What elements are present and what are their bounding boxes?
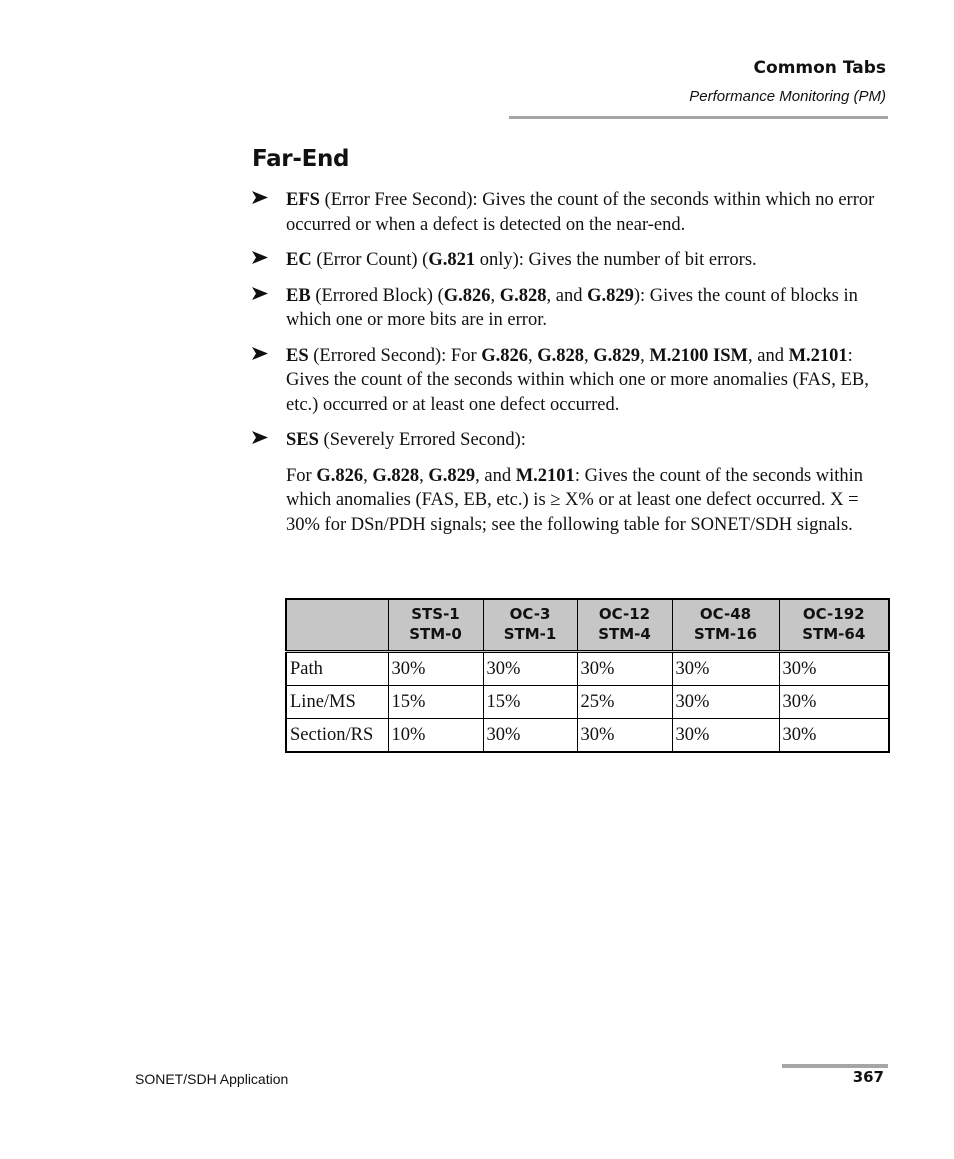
table-cell: 30%	[779, 719, 889, 753]
standard-ref: G.828	[372, 465, 420, 486]
bullet-es	[286, 344, 890, 418]
page-number: 367	[852, 1068, 884, 1086]
row-label: Line/MS	[286, 686, 388, 719]
term-efs: EFS	[286, 190, 320, 210]
table-cell: 30%	[672, 652, 779, 686]
bullet-eb	[286, 284, 890, 333]
arrowhead-bullet-icon	[252, 431, 268, 444]
arrowhead-bullet-icon	[252, 251, 268, 264]
ses-detail-part: For	[286, 465, 317, 486]
standard-ref: G.826	[316, 465, 364, 486]
standard-ref: M.2101	[515, 465, 575, 486]
footer-section-name: SONET/SDH Application	[135, 1071, 289, 1087]
desc-efs: (Error Free Second): Gives the count of the seconds within which no error occurred or when a defect is detected on the near-end.	[286, 190, 875, 235]
term-es: ES	[286, 345, 309, 366]
standard-ref: G.829	[593, 345, 641, 366]
header-rule	[509, 116, 888, 119]
separator: , and	[747, 345, 789, 366]
bullet-efs	[286, 188, 890, 237]
table-cell: 30%	[577, 719, 672, 753]
column-header: STS-1 STM-0	[388, 599, 483, 652]
separator: ,	[490, 285, 500, 306]
table-cell: 30%	[779, 652, 889, 686]
term-ec: EC	[286, 250, 312, 270]
ses-detail-paragraph	[286, 464, 890, 538]
table-cell: 10%	[388, 719, 483, 753]
table-row	[286, 686, 889, 719]
separator: ,	[419, 465, 429, 486]
row-label: Section/RS	[286, 719, 388, 753]
header-subtitle: Performance Monitoring (PM)	[689, 88, 886, 105]
term-eb: EB	[286, 285, 311, 306]
standard-ref: G.829	[587, 285, 634, 306]
desc-es-part: (Errored Second): For	[308, 345, 482, 366]
arrowhead-bullet-icon	[252, 287, 268, 300]
table-cell: 30%	[672, 686, 779, 719]
arrowhead-bullet-icon	[252, 191, 268, 204]
table-cell: 15%	[388, 686, 483, 719]
standard-ref: G.828	[537, 345, 585, 366]
ses-detail-part: : Gives the count of the seconds within which anomalies (FAS, EB, etc.) is ≥ X% or at least one defect occurred. X = 30% for DSn/PDH signals; see the following table for SONET/SDH signals.	[286, 465, 864, 535]
separator: , and	[475, 465, 516, 486]
table-header-row	[286, 599, 889, 652]
desc-ses: (Severely Errored Second):	[318, 430, 526, 450]
desc-eb-part: ): Gives the count of blocks in which one or more bits are in error.	[286, 285, 858, 330]
bullet-list	[286, 188, 890, 548]
standard-ref: G.821	[428, 250, 476, 270]
standard-ref: M.2100 ISM	[649, 345, 748, 366]
table-cell: 30%	[577, 652, 672, 686]
desc-ec-part: (Error Count) (	[311, 250, 429, 270]
desc-eb-part: (Errored Block) (	[310, 285, 444, 306]
standard-ref: G.829	[428, 465, 476, 486]
separator: ,	[640, 345, 650, 366]
table-cell: 25%	[577, 686, 672, 719]
column-header: OC-3 STM-1	[483, 599, 577, 652]
table-cell: 15%	[483, 686, 577, 719]
separator: ,	[584, 345, 594, 366]
table-cell: 30%	[672, 719, 779, 753]
arrowhead-bullet-icon	[252, 347, 268, 360]
column-header: OC-192 STM-64	[779, 599, 889, 652]
row-label: Path	[286, 652, 388, 686]
table-cell: 30%	[483, 652, 577, 686]
standard-ref: G.828	[499, 285, 547, 306]
table-cell: 30%	[779, 686, 889, 719]
section-heading: Far-End	[252, 146, 350, 172]
separator: ,	[363, 465, 373, 486]
standard-ref: G.826	[481, 345, 529, 366]
desc-es-part: : Gives the count of the seconds within which one or more anomalies (FAS, EB, etc.) occurred or at least one defect occurred.	[286, 345, 869, 415]
separator: ,	[528, 345, 538, 366]
ses-threshold-table	[285, 598, 888, 753]
header-title: Common Tabs	[753, 58, 886, 78]
table-row	[286, 719, 889, 753]
term-ses: SES	[286, 430, 319, 450]
desc-ec-part: only): Gives the number of bit errors.	[475, 250, 757, 270]
standard-ref: M.2101	[788, 345, 848, 366]
column-header	[286, 599, 388, 652]
table-cell: 30%	[483, 719, 577, 753]
standard-ref: G.826	[443, 285, 491, 306]
separator: , and	[546, 285, 588, 306]
column-header: OC-48 STM-16	[672, 599, 779, 652]
bullet-ses	[286, 428, 890, 453]
table-row	[286, 652, 889, 686]
column-header: OC-12 STM-4	[577, 599, 672, 652]
table-cell: 30%	[388, 652, 483, 686]
bullet-ec	[286, 248, 890, 273]
